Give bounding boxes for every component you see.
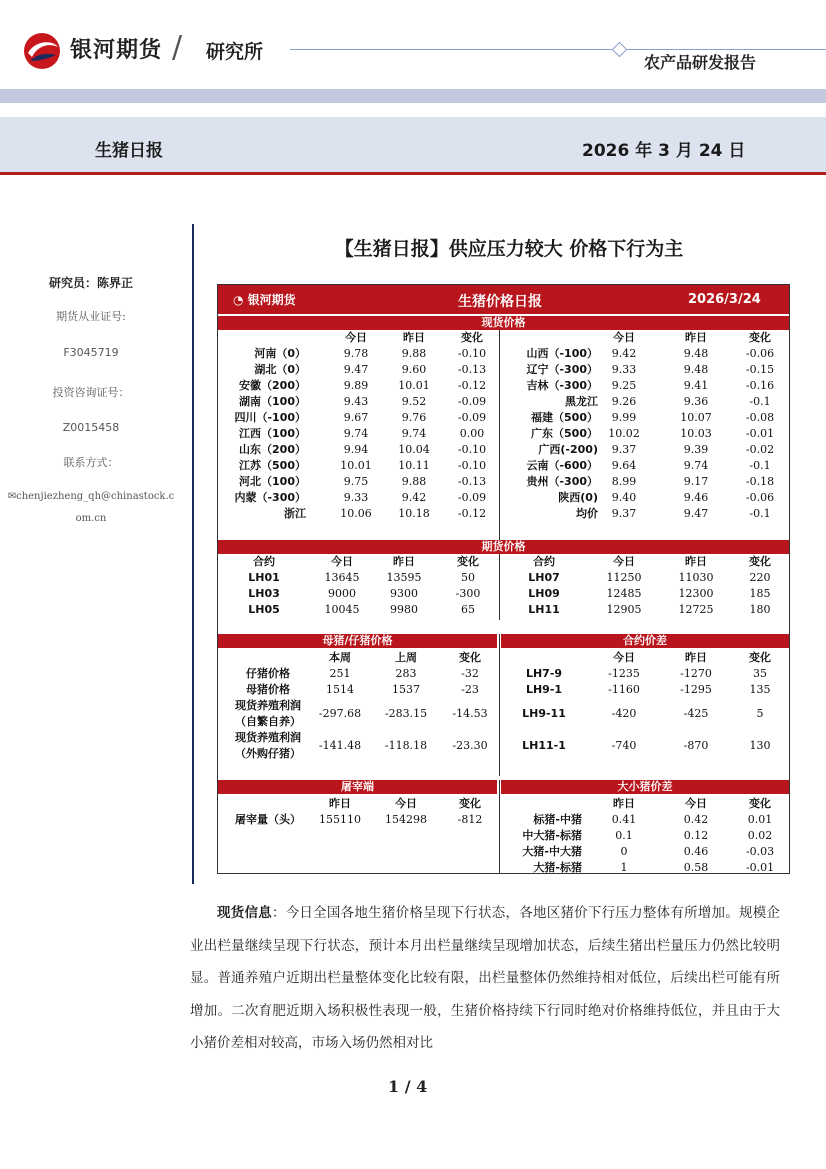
- futures-contract: LH11: [528, 603, 560, 616]
- slaughter-label: 屠宰量（头）: [235, 813, 301, 826]
- spot-price-cell: 10.01: [398, 379, 430, 392]
- futures-header-right: 合约: [533, 555, 555, 568]
- spot-header-right: 变化: [749, 331, 771, 344]
- sow-row-label: 仔猪价格: [246, 667, 290, 680]
- size-value-cell: 0.12: [683, 829, 709, 842]
- sow-row-label: 母猪价格: [246, 683, 290, 696]
- spot-region-label: 云南（-600）: [526, 459, 598, 472]
- spot-section-header: 现货价格: [218, 316, 789, 330]
- futures-price-cell: 9000: [328, 587, 356, 600]
- spot-region-label: 均价: [576, 507, 598, 520]
- spot-price-cell: -0.13: [457, 475, 487, 488]
- slaughter-value-cell: 155110: [319, 813, 361, 826]
- spot-price-cell: 9.42: [611, 347, 637, 360]
- spread-value-cell: 130: [749, 739, 771, 752]
- futures-price-cell: 10045: [324, 603, 360, 616]
- spot-price-cell: 10.11: [398, 459, 430, 472]
- logo-icon: ◔: [233, 293, 244, 307]
- subtitle-band-rule: [0, 172, 826, 175]
- brand-separator: /: [172, 30, 183, 65]
- spot-header-right: 昨日: [685, 331, 707, 344]
- spot-price-cell: -0.06: [745, 491, 775, 504]
- sow-value-cell: 1537: [392, 683, 420, 696]
- email-text-1: chenjiezheng_qh@chinastock.c: [16, 491, 175, 502]
- paragraph-lead: 现货信息: [217, 905, 272, 921]
- spot-price-cell: 9.74: [401, 427, 427, 440]
- spot-price-cell: 8.99: [611, 475, 637, 488]
- table-logo-text: 银河期货: [247, 293, 296, 307]
- advisor-number: Z0015458: [62, 421, 120, 434]
- futures-price-cell: 11250: [606, 571, 642, 584]
- futures-price-cell: 50: [461, 571, 475, 584]
- futures-price-cell: 65: [461, 603, 475, 616]
- sow-divider: [499, 634, 500, 776]
- spot-region-label: 湖南（100）: [239, 395, 306, 408]
- spot-price-cell: 9.88: [401, 347, 427, 360]
- sow-value-cell: -23: [461, 683, 479, 696]
- paragraph-text: ：今日全国各地生猪价格呈现下行状态，各地区猪价下行压力整体有所增加。规模企业出栏量继续呈现下行状态，预计本月出栏量继续呈现增加状态，后续生猪出栏量压力仍然比较明显。普通养殖户近期出栏量整体变化比较有限，出栏量整体仍然维持相对低位，后续出栏可能有所增加。二次育肥近期入场积极性表现一般，生猪价格持续下行同时绝对价格维持低位，并且由于大小猪价差相对较高，市场入场仍然相对比: [190, 905, 781, 1051]
- spot-price-cell: 9.33: [343, 491, 369, 504]
- spot-region-label: 内蒙（-300）: [234, 491, 306, 504]
- spot-price-cell: 9.67: [343, 411, 369, 424]
- spot-header-right: 今日: [613, 331, 635, 344]
- futures-header-left: 合约: [253, 555, 275, 568]
- spot-region-label: 广东（500）: [531, 427, 598, 440]
- size-value-cell: 0.01: [747, 813, 773, 826]
- futures-price-cell: 9980: [390, 603, 418, 616]
- futures-price-cell: 13645: [324, 571, 360, 584]
- spot-price-cell: 9.42: [401, 491, 427, 504]
- futures-price-cell: 12485: [606, 587, 642, 600]
- slaughter-value-cell: 154298: [385, 813, 427, 826]
- spot-price-cell: 9.41: [683, 379, 709, 392]
- sow-header: 上周: [395, 651, 417, 664]
- spot-price-cell: -0.1: [749, 459, 771, 472]
- spread-section-header: 合约价差: [501, 634, 789, 648]
- spot-price-cell: -0.12: [457, 379, 487, 392]
- email-line-1[interactable]: [0, 491, 182, 502]
- spread-value-cell: 135: [749, 683, 771, 696]
- futures-price-cell: 12300: [678, 587, 714, 600]
- spot-region-label: 贵州（-300）: [526, 475, 598, 488]
- spot-price-cell: 10.02: [608, 427, 640, 440]
- advisor-label: 投资咨询证号：: [52, 386, 130, 399]
- sow-value-cell: -23.30: [452, 739, 488, 752]
- sow-row-label: 现货养殖利润: [235, 731, 301, 744]
- spot-price-cell: 9.60: [401, 363, 427, 376]
- spot-price-cell: 9.89: [343, 379, 369, 392]
- futures-price-cell: 12725: [678, 603, 714, 616]
- spread-header: 昨日: [685, 651, 707, 664]
- spot-price-cell: 9.25: [611, 379, 637, 392]
- size-value-cell: 0.1: [615, 829, 633, 842]
- futures-header-right: 今日: [613, 555, 635, 568]
- spot-region-label: 山东（200）: [239, 443, 306, 456]
- spot-price-cell: -0.10: [457, 443, 487, 456]
- size-label: 大猪-中大猪: [522, 845, 582, 858]
- spot-price-cell: 9.76: [401, 411, 427, 424]
- spot-header-left: 昨日: [403, 331, 425, 344]
- size-value-cell: 0.58: [683, 861, 709, 874]
- spot-price-cell: 9.64: [611, 459, 637, 472]
- spread-contract: LH7-9: [525, 667, 563, 680]
- page-number: 1 / 4: [388, 1077, 428, 1096]
- size-value-cell: 0.41: [611, 813, 637, 826]
- spot-price-cell: 9.74: [343, 427, 369, 440]
- hog-price-table: [217, 284, 790, 874]
- spot-price-cell: 9.46: [683, 491, 709, 504]
- futures-contract: LH05: [248, 603, 280, 616]
- table-name: 生猪价格日报: [458, 294, 542, 310]
- sow-value-cell: -141.48: [318, 739, 362, 752]
- spot-price-cell: -0.01: [745, 427, 775, 440]
- spot-price-cell: 9.78: [343, 347, 369, 360]
- license-number: F3045719: [63, 346, 119, 359]
- futures-price-cell: 220: [749, 571, 771, 584]
- spot-divider: [499, 330, 500, 540]
- table-date: 2026/3/24: [688, 292, 761, 307]
- sow-row-sublabel: （自繁自养）: [235, 715, 301, 728]
- sow-value-cell: -283.15: [384, 707, 428, 720]
- spread-header: 变化: [749, 651, 771, 664]
- size-value-cell: 1: [620, 861, 628, 874]
- sow-row-sublabel: （外购仔猪）: [235, 747, 301, 760]
- sidebar-divider: [192, 224, 194, 884]
- spot-price-cell: 9.75: [343, 475, 369, 488]
- futures-price-cell: -300: [455, 587, 481, 600]
- spread-value-cell: 5: [756, 707, 764, 720]
- spot-price-cell: 10.03: [680, 427, 712, 440]
- futures-contract: LH03: [248, 587, 280, 600]
- spot-region-label: 吉林（-300）: [526, 379, 598, 392]
- spread-value-cell: -740: [611, 739, 637, 752]
- spot-price-cell: 10.18: [398, 507, 430, 520]
- size-header: 变化: [749, 797, 771, 810]
- spot-price-cell: 9.43: [343, 395, 369, 408]
- spot-region-label: 江苏（500）: [239, 459, 306, 472]
- futures-header-left: 变化: [457, 555, 479, 568]
- sow-value-cell: -118.18: [384, 739, 428, 752]
- diamond-icon: [612, 42, 628, 58]
- spread-contract: LH9-11: [522, 707, 566, 720]
- size-header: 昨日: [613, 797, 635, 810]
- size-label: 中大猪-标猪: [522, 829, 582, 842]
- galaxy-logo-icon: [22, 31, 62, 71]
- spread-header: 今日: [613, 651, 635, 664]
- spot-region-label: 广西(-200): [538, 443, 598, 456]
- slaughter-header: 昨日: [329, 797, 351, 810]
- table-logo: [233, 291, 296, 308]
- futures-price-cell: 13595: [386, 571, 422, 584]
- spot-price-cell: 9.36: [683, 395, 709, 408]
- slaughter-divider: [499, 780, 500, 873]
- sow-value-cell: 251: [329, 667, 351, 680]
- spread-value-cell: 35: [753, 667, 767, 680]
- spot-region-label: 浙江: [284, 507, 306, 520]
- sow-value-cell: -32: [461, 667, 479, 680]
- spot-price-cell: 9.37: [611, 507, 637, 520]
- spot-price-cell: -0.12: [457, 507, 487, 520]
- spot-price-cell: 10.07: [680, 411, 712, 424]
- spot-price-cell: 9.40: [611, 491, 637, 504]
- size-header: 今日: [685, 797, 707, 810]
- spot-price-cell: 10.06: [340, 507, 372, 520]
- spot-price-cell: 9.94: [343, 443, 369, 456]
- researcher: 研究员：陈界正: [48, 276, 133, 290]
- futures-section-header: 期货价格: [218, 540, 789, 554]
- contact-label: 联系方式：: [63, 456, 119, 469]
- sow-value-cell: 283: [395, 667, 417, 680]
- futures-price-cell: 180: [749, 603, 771, 616]
- article-title: 【生猪日报】供应压力较大 价格下行为主: [334, 238, 684, 260]
- size-label: 大猪-标猪: [533, 861, 582, 874]
- spread-value-cell: -870: [683, 739, 709, 752]
- spread-value-cell: -425: [683, 707, 709, 720]
- spot-price-cell: -0.08: [745, 411, 775, 424]
- spot-price-cell: -0.09: [457, 411, 487, 424]
- sow-value-cell: -297.68: [318, 707, 362, 720]
- futures-contract: LH09: [528, 587, 560, 600]
- spot-price-cell: 9.33: [611, 363, 637, 376]
- spot-price-cell: -0.15: [745, 363, 775, 376]
- futures-header-left: 今日: [331, 555, 353, 568]
- slaughter-header: 变化: [459, 797, 481, 810]
- spot-price-cell: 9.17: [683, 475, 709, 488]
- futures-divider: [499, 554, 500, 620]
- futures-price-cell: 11030: [678, 571, 714, 584]
- spot-price-cell: 0.00: [459, 427, 485, 440]
- slaughter-value-cell: -812: [457, 813, 483, 826]
- spot-price-cell: 9.88: [401, 475, 427, 488]
- email-line-2[interactable]: om.cn: [75, 513, 107, 524]
- spread-value-cell: -1160: [608, 683, 640, 696]
- spot-price-cell: -0.09: [457, 491, 487, 504]
- page-header: [0, 0, 826, 100]
- slaughter-section-header: 屠宰端: [218, 780, 497, 794]
- sow-value-cell: 1514: [326, 683, 354, 696]
- sow-section-header: 母猪/仔猪价格: [218, 634, 497, 648]
- spot-price-cell: 9.26: [611, 395, 637, 408]
- spot-price-cell: -0.18: [745, 475, 775, 488]
- spot-region-label: 湖北（0）: [254, 363, 306, 376]
- spot-price-cell: 9.48: [683, 363, 709, 376]
- size-value-cell: -0.01: [745, 861, 775, 874]
- spot-region-label: 福建（500）: [531, 411, 598, 424]
- spot-region-label: 江西（100）: [239, 427, 306, 440]
- spot-price-cell: 9.99: [611, 411, 637, 424]
- spot-price-cell: 9.37: [611, 443, 637, 456]
- spread-contract: LH9-1: [525, 683, 563, 696]
- spot-price-cell: -0.02: [745, 443, 775, 456]
- report-subtitle: 生猪日报: [95, 141, 163, 161]
- futures-header-right: 变化: [749, 555, 771, 568]
- spot-price-cell: -0.16: [745, 379, 775, 392]
- spot-price-cell: 9.52: [401, 395, 427, 408]
- spot-region-label: 河北（100）: [239, 475, 306, 488]
- header-band: [0, 89, 826, 103]
- spread-value-cell: -420: [611, 707, 637, 720]
- spot-price-cell: 10.04: [398, 443, 430, 456]
- table-header: [218, 285, 789, 314]
- spot-price-cell: -0.1: [749, 507, 771, 520]
- size-value-cell: 0: [620, 845, 628, 858]
- spot-price-cell: 9.39: [683, 443, 709, 456]
- sow-value-cell: -14.53: [452, 707, 488, 720]
- report-type: 农产品研发报告: [644, 53, 757, 72]
- license-label: 期货从业证号:: [56, 310, 126, 323]
- spot-header-left: 今日: [345, 331, 367, 344]
- spot-price-cell: -0.09: [457, 395, 487, 408]
- spread-value-cell: -1235: [608, 667, 640, 680]
- size-section-header: 大小猪价差: [501, 780, 789, 794]
- spot-price-cell: 9.47: [343, 363, 369, 376]
- spot-region-label: 四川（-100）: [234, 411, 306, 424]
- brand-name: 银河期货: [70, 38, 163, 63]
- spread-value-cell: -1295: [680, 683, 712, 696]
- slaughter-header: 今日: [395, 797, 417, 810]
- spot-price-cell: -0.06: [745, 347, 775, 360]
- spot-price-cell: 9.74: [683, 459, 709, 472]
- spot-region-label: 辽宁（-300）: [526, 363, 598, 376]
- spot-region-label: 河南（0）: [254, 347, 306, 360]
- sow-header: 变化: [459, 651, 481, 664]
- futures-contract: LH01: [248, 571, 280, 584]
- spot-price-cell: -0.1: [749, 395, 771, 408]
- spot-price-cell: -0.10: [457, 347, 487, 360]
- spot-region-label: 陕西(0): [558, 491, 598, 504]
- futures-contract: LH07: [528, 571, 560, 584]
- spot-price-cell: 9.47: [683, 507, 709, 520]
- size-label: 标猪-中猪: [533, 813, 582, 826]
- futures-header-left: 昨日: [393, 555, 415, 568]
- spot-region-label: 安徽（200）: [239, 379, 306, 392]
- size-value-cell: 0.46: [683, 845, 709, 858]
- size-value-cell: -0.03: [745, 845, 775, 858]
- futures-price-cell: 9300: [390, 587, 418, 600]
- header-rule-left: [290, 49, 612, 50]
- report-date: 2026 年 3 月 24 日: [582, 141, 746, 161]
- size-value-cell: 0.42: [683, 813, 709, 826]
- size-value-cell: 0.02: [747, 829, 773, 842]
- futures-header-right: 昨日: [685, 555, 707, 568]
- spot-region-label: 黑龙江: [565, 395, 598, 408]
- spot-region-label: 山西（-100）: [526, 347, 598, 360]
- spread-contract: LH11-1: [522, 739, 566, 752]
- spot-price-cell: 10.01: [340, 459, 372, 472]
- spot-price-cell: 9.48: [683, 347, 709, 360]
- futures-price-cell: 185: [749, 587, 771, 600]
- institute-name: 研究所: [206, 41, 264, 63]
- spot-info-paragraph: [190, 897, 780, 1060]
- spot-header-left: 变化: [461, 331, 483, 344]
- sow-row-label: 现货养殖利润: [235, 699, 301, 712]
- sow-header: 本周: [329, 651, 351, 664]
- spread-value-cell: -1270: [680, 667, 712, 680]
- futures-price-cell: 12905: [606, 603, 642, 616]
- spot-price-cell: -0.13: [457, 363, 487, 376]
- mail-icon: ✉: [7, 491, 17, 502]
- spot-price-cell: -0.10: [457, 459, 487, 472]
